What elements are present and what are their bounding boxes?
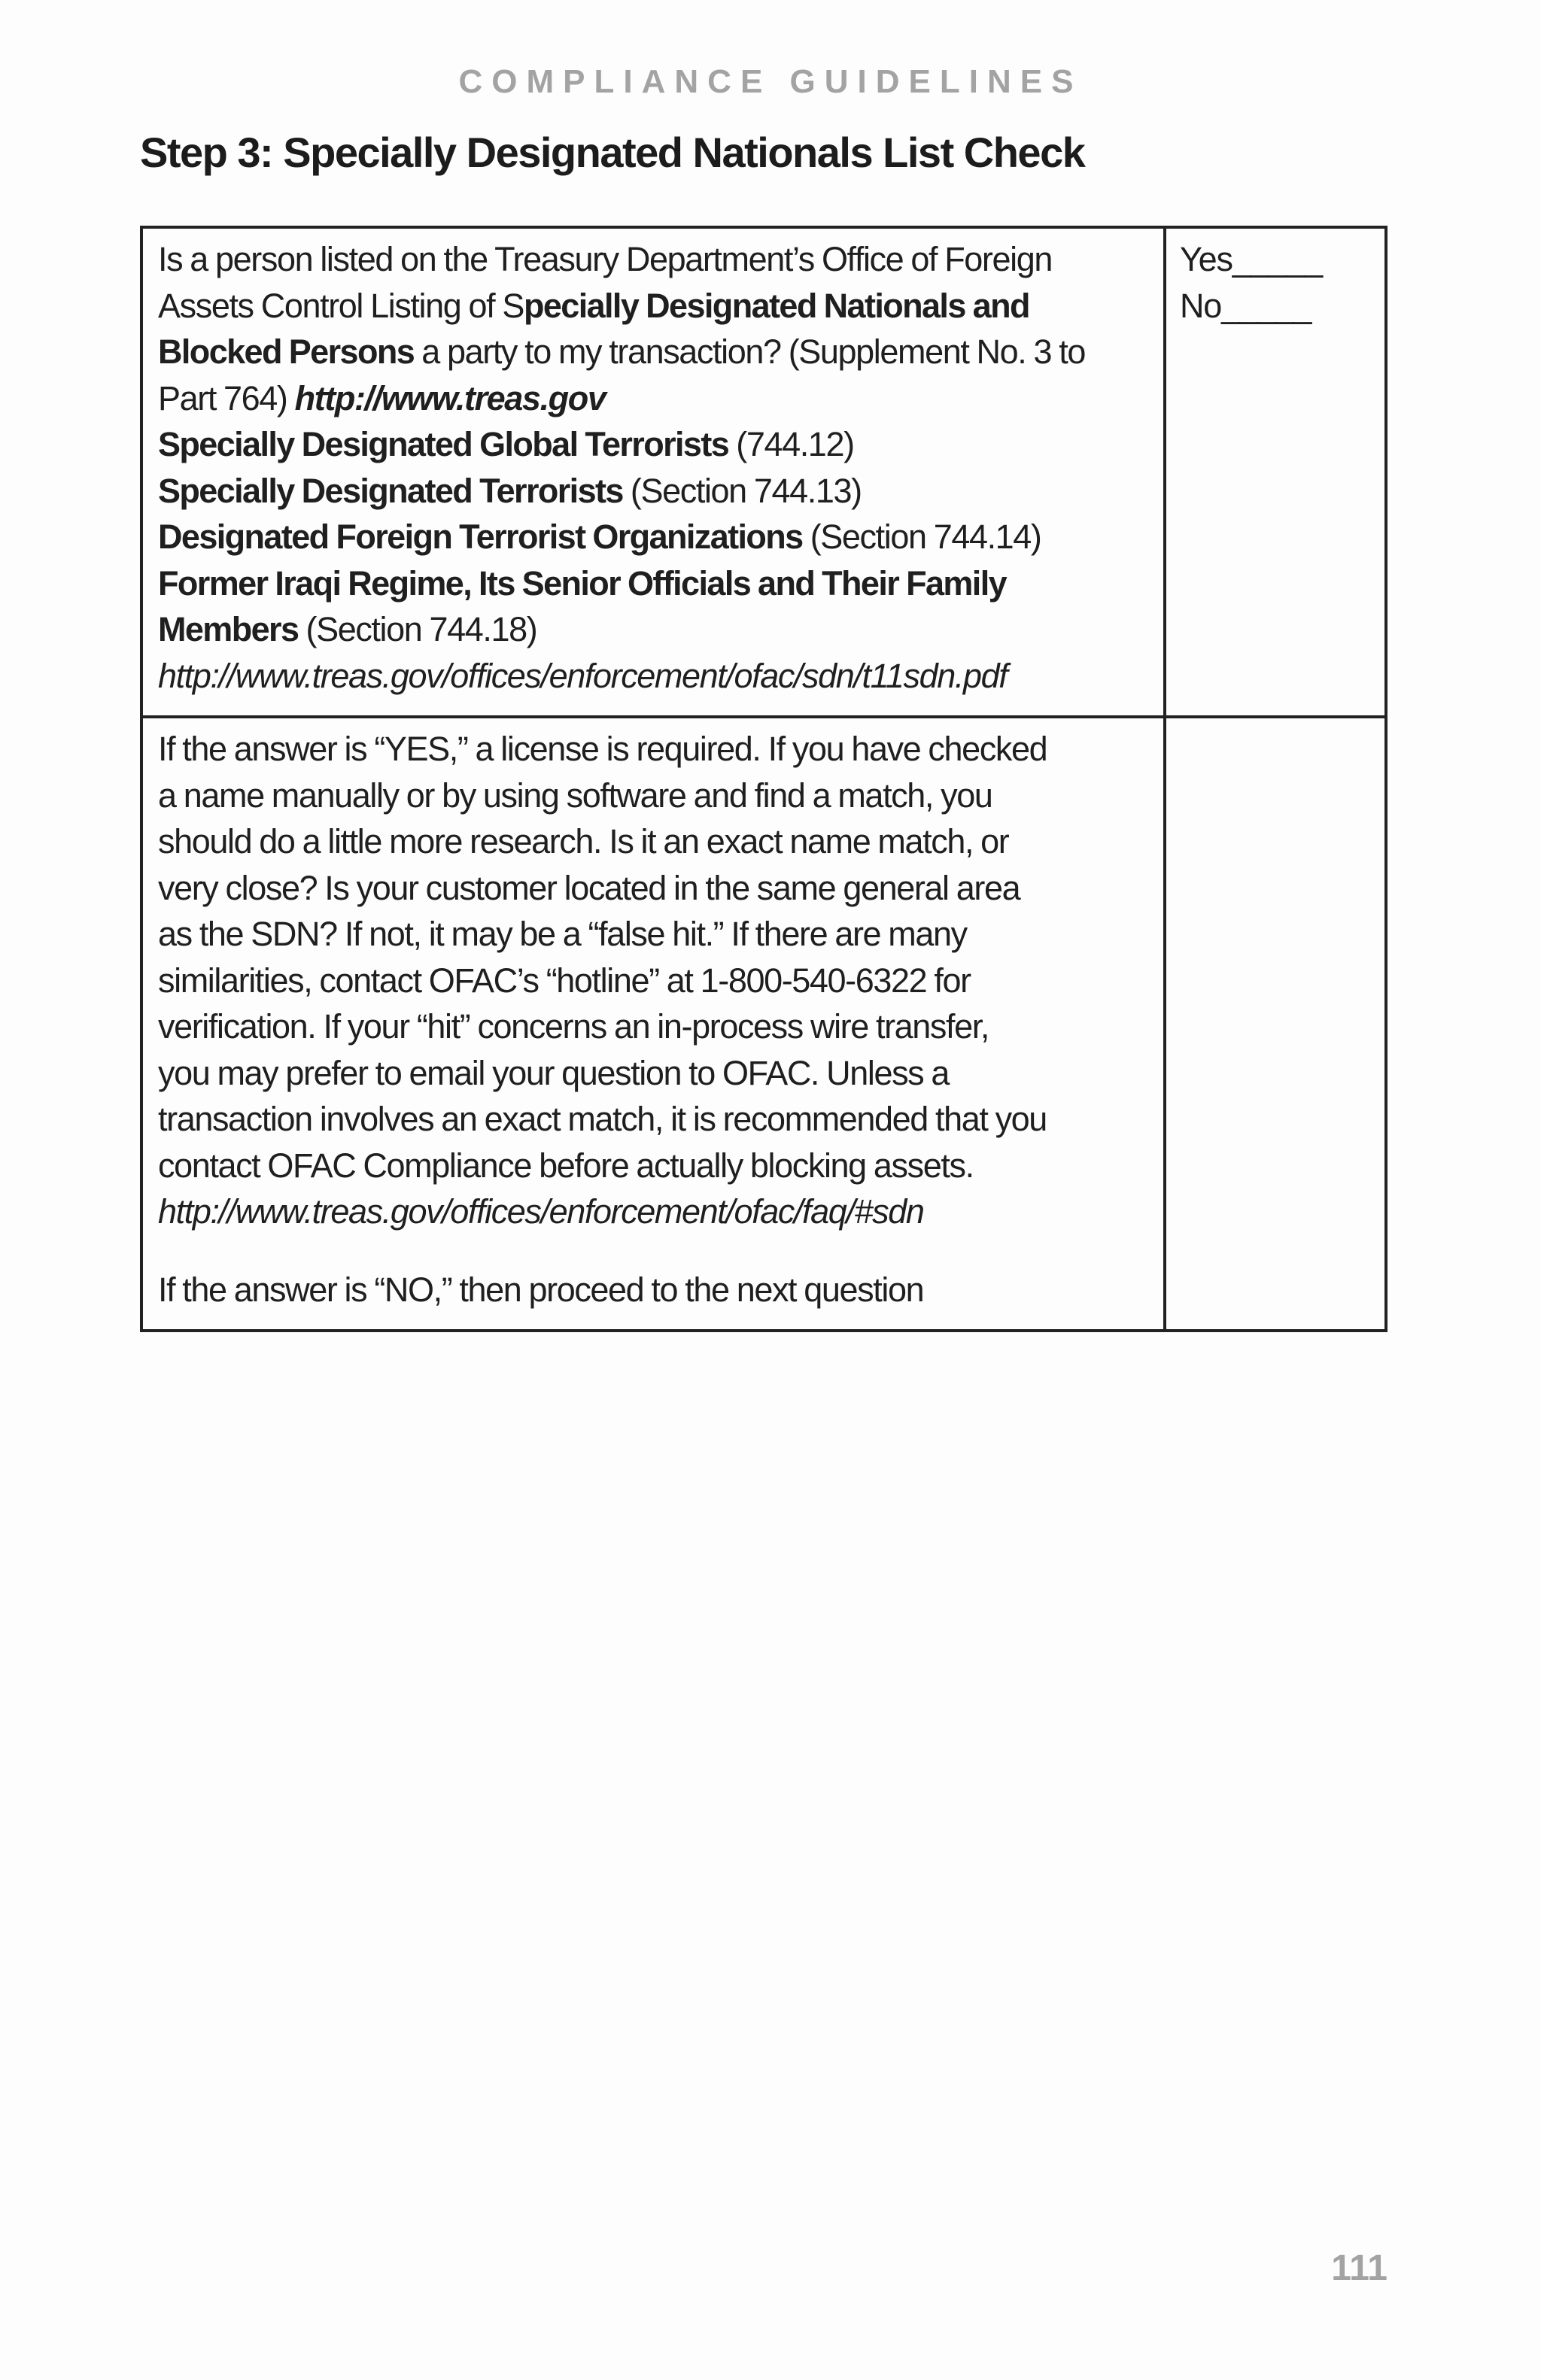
page-number: 111 — [1331, 2248, 1388, 2288]
question-line — [158, 283, 1148, 329]
guidance-line: contact OFAC Compliance before actually blocking assets. — [158, 1146, 974, 1185]
section-ref: (Section 744.14) — [802, 518, 1041, 556]
list-reference — [158, 468, 1148, 515]
running-head: COMPLIANCE GUIDELINES — [458, 63, 1083, 100]
checklist-table — [140, 226, 1388, 1332]
guidance-line: as the SDN? If not, it may be a “false hit.” If there are many — [158, 915, 967, 953]
guidance-cell — [143, 718, 1166, 1329]
empty-answer-cell — [1166, 718, 1384, 1329]
list-reference — [158, 606, 1148, 653]
question-text: a party to my transaction? (Supplement No. 3 to — [414, 332, 1085, 371]
list-name-bold: Members — [158, 610, 299, 648]
guidance-line: you may prefer to email your question to OFAC. Unless a — [158, 1053, 950, 1092]
guidance-line: similarities, contact OFAC’s “hotline” at 1-800-540-6322 for — [158, 961, 971, 1000]
guidance-line: a name manually or by using software and find a match, you — [158, 776, 992, 815]
question-text: Part 764) — [158, 378, 295, 417]
list-reference: Former Iraqi Regime, Its Senior Officials and Their Family — [158, 563, 1007, 603]
question-cell — [143, 229, 1166, 715]
answer-no-field[interactable]: No_____ — [1180, 286, 1312, 325]
faq-link[interactable]: http://www.treas.gov/offices/enforcement/ofac/faq/#sdn — [158, 1192, 924, 1231]
guidance-line: verification. If your “hit” concerns an in-process wire transfer, — [158, 1007, 989, 1046]
answer-yes-field[interactable]: Yes_____ — [1180, 240, 1322, 278]
sdn-pdf-link[interactable]: http://www.treas.gov/offices/enforcement/ofac/sdn/t11sdn.pdf — [158, 656, 1008, 695]
question-text: Assets Control Listing of S — [158, 286, 524, 325]
list-name-bold: Specially Designated Global Terrorists — [158, 425, 729, 463]
question-line: Is a person listed on the Treasury Department’s Office of Foreign — [158, 240, 1052, 278]
guidance-line: If the answer is “YES,” a license is required. If you have checked — [158, 730, 1047, 768]
answer-cell — [1166, 229, 1384, 715]
list-name-bold: Specially Designated Terrorists — [158, 471, 623, 510]
guidance-line: should do a little more research. Is it an exact name match, or — [158, 822, 1009, 861]
table-row-question — [143, 229, 1384, 718]
table-row-guidance — [143, 718, 1384, 1329]
question-line — [158, 375, 1148, 422]
section-ref: (744.12) — [728, 425, 854, 463]
list-name-bold: pecially Designated Nationals and — [523, 286, 1029, 325]
page-title: Step 3: Specially Designated Nationals List Check — [140, 129, 1085, 176]
guidance-line: transaction involves an exact match, it is recommended that you — [158, 1100, 1047, 1138]
section-ref: (Section 744.18) — [298, 610, 537, 648]
question-line — [158, 329, 1148, 375]
guidance-line: very close? Is your customer located in the same general area — [158, 868, 1020, 907]
no-answer-instruction: If the answer is “NO,” then proceed to the next question — [158, 1270, 924, 1309]
list-name-bold: Designated Foreign Terrorist Organizations — [158, 518, 803, 556]
list-reference — [158, 514, 1148, 560]
paragraph-gap — [158, 1235, 1148, 1267]
section-ref: (Section 744.13) — [622, 471, 862, 510]
list-name-bold: Blocked Persons — [158, 332, 415, 371]
list-reference — [158, 421, 1148, 468]
treasury-link[interactable]: http://www.treas.gov — [294, 378, 606, 417]
